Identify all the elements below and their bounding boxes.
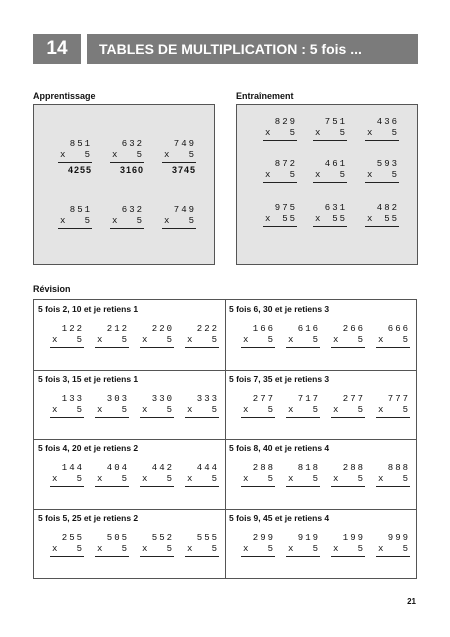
times-sign: x <box>142 404 148 415</box>
multiplication-operation <box>365 159 399 183</box>
multiplicand: 632 <box>121 205 144 215</box>
multiplicand: 777 <box>387 393 410 404</box>
product-answer: 4255 <box>67 165 92 175</box>
multiplier: 5 <box>312 404 320 415</box>
multiplicand: 751 <box>324 117 347 127</box>
multiplier: 5 <box>267 543 275 554</box>
multiplication-operation <box>50 324 84 348</box>
multiplication-operation <box>140 324 174 348</box>
times-sign: x <box>265 128 271 138</box>
multiplier-row <box>331 405 365 418</box>
multiplier: 5 <box>267 335 275 345</box>
multiplicand: 851 <box>69 139 92 149</box>
multiplier-row <box>140 474 174 487</box>
multiplier-row <box>286 335 320 348</box>
times-sign: x <box>333 474 339 484</box>
multiplier: 5 <box>166 335 174 345</box>
multiplier: 5 <box>339 128 347 138</box>
multiplier: 5 <box>121 335 129 345</box>
multiplicand: 749 <box>173 205 196 215</box>
multiplication-operation <box>331 324 365 348</box>
times-sign: x <box>333 543 339 554</box>
multiplication-operation <box>365 203 399 227</box>
multiplier: 5 <box>339 170 347 180</box>
product-answer: 3745 <box>171 165 196 175</box>
revision-cell-title: 5 fois 8, 40 et je retiens 4 <box>229 443 330 453</box>
multiplication-operation <box>162 139 196 176</box>
times-sign: x <box>367 128 373 138</box>
multiplier-row <box>58 216 92 229</box>
multiplication-operation <box>376 324 410 348</box>
times-sign: x <box>112 150 118 160</box>
multiplication-operation <box>140 394 174 418</box>
revision-cell-title: 5 fois 5, 25 et je retiens 2 <box>38 512 139 523</box>
multiplier: 5 <box>121 474 129 484</box>
multiplier: 5 <box>312 474 320 484</box>
multiplicand: 444 <box>196 463 219 473</box>
multiplier: 55 <box>332 214 347 224</box>
multiplication-operation <box>185 533 219 557</box>
multiplication-operation <box>331 533 365 557</box>
multiplication-operation <box>286 324 320 348</box>
times-sign: x <box>187 474 193 484</box>
multiplier: 5 <box>166 474 174 484</box>
multiplicand: 122 <box>61 324 84 334</box>
times-sign: x <box>333 404 339 415</box>
page-number: 21 <box>407 597 416 606</box>
multiplier: 5 <box>391 128 399 138</box>
revision-cell-title: 5 fois 6, 30 et je retiens 3 <box>229 304 330 314</box>
multiplication-operation <box>50 533 84 557</box>
times-sign: x <box>97 335 103 345</box>
multiplicand: 717 <box>297 393 320 404</box>
multiplier-row <box>95 544 129 557</box>
multiplier: 5 <box>121 404 129 415</box>
multiplier: 5 <box>166 404 174 415</box>
multiplicand: 277 <box>252 393 275 404</box>
multiplier-row <box>286 544 320 557</box>
multiplier: 5 <box>211 404 219 415</box>
times-sign: x <box>187 543 193 554</box>
product-answer: 3160 <box>119 165 144 175</box>
multiplicand: 288 <box>342 463 365 473</box>
multiplication-operation <box>140 463 174 487</box>
multiplier: 5 <box>76 543 84 554</box>
multiplicand: 552 <box>151 532 174 543</box>
multiplicand: 616 <box>297 324 320 334</box>
multiplication-operation <box>376 533 410 557</box>
times-sign: x <box>164 150 170 160</box>
multiplier: 5 <box>188 150 196 160</box>
multiplier: 5 <box>402 335 410 345</box>
times-sign: x <box>243 543 249 554</box>
multiplicand: 212 <box>106 324 129 334</box>
multiplier-row <box>185 474 219 487</box>
multiplicand: 829 <box>274 117 297 127</box>
times-sign: x <box>315 214 321 224</box>
multiplier: 5 <box>312 335 320 345</box>
apprentissage-panel <box>33 104 215 265</box>
multiplier-row <box>185 405 219 418</box>
multiplicand: 482 <box>376 203 399 213</box>
times-sign: x <box>142 335 148 345</box>
times-sign: x <box>60 150 66 160</box>
multiplier-row <box>365 170 399 183</box>
times-sign: x <box>288 404 294 415</box>
revision-cell <box>225 509 416 579</box>
multiplier-row <box>110 150 144 163</box>
times-sign: x <box>378 543 384 554</box>
multiplication-operation <box>110 205 144 229</box>
times-sign: x <box>367 214 373 224</box>
multiplication-operation <box>313 159 347 183</box>
times-sign: x <box>378 335 384 345</box>
multiplier: 5 <box>312 543 320 554</box>
multiplier-row <box>185 544 219 557</box>
revision-cell <box>34 370 225 440</box>
multiplier: 55 <box>384 214 399 224</box>
revision-cell-title: 5 fois 3, 15 et je retiens 1 <box>38 373 139 384</box>
revision-cell-title: 5 fois 2, 10 et je retiens 1 <box>38 304 139 314</box>
multiplicand: 333 <box>196 393 219 404</box>
multiplier: 5 <box>289 170 297 180</box>
times-sign: x <box>187 335 193 345</box>
multiplication-operation <box>331 463 365 487</box>
page-title: TABLES DE MULTIPLICATION : 5 fois ... <box>87 34 418 64</box>
multiplier-row <box>185 335 219 348</box>
multiplier-row <box>286 474 320 487</box>
multiplicand: 631 <box>324 203 347 213</box>
times-sign: x <box>142 474 148 484</box>
multiplier-row <box>241 335 275 348</box>
times-sign: x <box>52 543 58 554</box>
multiplicand: 199 <box>342 532 365 543</box>
times-sign: x <box>315 170 321 180</box>
multiplier: 5 <box>188 216 196 226</box>
multiplicand: 818 <box>297 463 320 473</box>
multiplication-operation <box>365 117 399 141</box>
multiplier: 5 <box>121 543 129 554</box>
multiplicand: 299 <box>252 532 275 543</box>
multiplication-operation <box>331 394 365 418</box>
multiplier-row <box>241 405 275 418</box>
multiplicand: 888 <box>387 463 410 473</box>
times-sign: x <box>187 404 193 415</box>
multiplication-operation <box>286 394 320 418</box>
multiplier: 5 <box>84 216 92 226</box>
multiplier-row <box>140 335 174 348</box>
multiplication-operation <box>58 205 92 229</box>
multiplication-operation <box>140 533 174 557</box>
times-sign: x <box>112 216 118 226</box>
multiplier-row <box>331 474 365 487</box>
multiplicand: 303 <box>106 393 129 404</box>
multiplier-row <box>331 335 365 348</box>
multiplicand: 277 <box>342 393 365 404</box>
multiplicand: 288 <box>252 463 275 473</box>
multiplier-row <box>140 405 174 418</box>
multiplication-operation <box>50 463 84 487</box>
multiplication-operation <box>241 533 275 557</box>
multiplier: 5 <box>76 335 84 345</box>
revision-cell <box>34 509 225 579</box>
multiplier-row <box>50 474 84 487</box>
revision-cell <box>225 370 416 440</box>
multiplier: 5 <box>402 543 410 554</box>
multiplier-row <box>110 216 144 229</box>
multiplication-operation <box>110 139 144 176</box>
entrainement-panel <box>236 104 418 265</box>
times-sign: x <box>52 335 58 345</box>
times-sign: x <box>243 335 249 345</box>
multiplier-row <box>50 544 84 557</box>
multiplication-operation <box>263 203 297 227</box>
multiplicand: 330 <box>151 393 174 404</box>
multiplicand: 555 <box>196 532 219 543</box>
multiplier-row <box>50 405 84 418</box>
multiplicand: 144 <box>61 463 84 473</box>
times-sign: x <box>265 214 271 224</box>
multiplicand: 404 <box>106 463 129 473</box>
revision-cell-title: 5 fois 7, 35 et je retiens 3 <box>229 373 330 384</box>
grid-divider <box>34 439 416 440</box>
multiplier-row <box>365 128 399 141</box>
revision-cell <box>225 300 416 370</box>
multiplication-operation <box>162 205 196 229</box>
revision-grid <box>33 299 417 579</box>
multiplication-operation <box>263 159 297 183</box>
multiplicand: 749 <box>173 139 196 149</box>
multiplier-row <box>241 544 275 557</box>
times-sign: x <box>333 335 339 345</box>
multiplier-row <box>95 405 129 418</box>
multiplier-row <box>95 335 129 348</box>
times-sign: x <box>243 474 249 484</box>
multiplier-row <box>286 405 320 418</box>
revision-cell-title: 5 fois 9, 45 et je retiens 4 <box>229 512 330 523</box>
multiplication-operation <box>185 394 219 418</box>
multiplier-row <box>162 216 196 229</box>
multiplication-operation <box>376 463 410 487</box>
multiplier: 55 <box>282 214 297 224</box>
multiplier-row <box>313 214 347 227</box>
times-sign: x <box>265 170 271 180</box>
multiplier: 5 <box>402 474 410 484</box>
multiplier-row <box>376 544 410 557</box>
multiplier: 5 <box>267 404 275 415</box>
multiplier-row <box>376 474 410 487</box>
multiplier-row <box>162 150 196 163</box>
times-sign: x <box>378 404 384 415</box>
multiplication-operation <box>185 324 219 348</box>
multiplier: 5 <box>289 128 297 138</box>
multiplication-operation <box>313 203 347 227</box>
revision-cell-title: 5 fois 4, 20 et je retiens 2 <box>38 443 139 453</box>
times-sign: x <box>378 474 384 484</box>
multiplicand: 461 <box>324 159 347 169</box>
multiplicand: 919 <box>297 532 320 543</box>
times-sign: x <box>52 404 58 415</box>
multiplication-operation <box>241 324 275 348</box>
section-label-revision: Révision <box>33 284 71 294</box>
multiplier: 5 <box>357 404 365 415</box>
multiplier-row <box>263 170 297 183</box>
multiplicand: 632 <box>121 139 144 149</box>
multiplication-operation <box>95 394 129 418</box>
multiplicand: 851 <box>69 205 92 215</box>
multiplier-row <box>140 544 174 557</box>
multiplicand: 505 <box>106 532 129 543</box>
times-sign: x <box>367 170 373 180</box>
times-sign: x <box>243 404 249 415</box>
multiplier: 5 <box>84 150 92 160</box>
multiplication-operation <box>313 117 347 141</box>
section-label-entrainement: Entraînement <box>236 91 294 101</box>
times-sign: x <box>97 404 103 415</box>
multiplier-row <box>331 544 365 557</box>
times-sign: x <box>315 128 321 138</box>
multiplication-operation <box>286 533 320 557</box>
multiplier: 5 <box>211 543 219 554</box>
revision-cell <box>34 439 225 509</box>
multiplier: 5 <box>76 474 84 484</box>
multiplication-operation <box>95 463 129 487</box>
grid-divider <box>34 370 416 371</box>
multiplicand: 255 <box>61 532 84 543</box>
multiplicand: 222 <box>196 324 219 334</box>
multiplicand: 133 <box>61 393 84 404</box>
multiplicand: 436 <box>376 117 399 127</box>
times-sign: x <box>288 474 294 484</box>
multiplier: 5 <box>357 543 365 554</box>
revision-cell <box>34 300 225 370</box>
multiplication-operation <box>376 394 410 418</box>
times-sign: x <box>60 216 66 226</box>
multiplicand: 220 <box>151 324 174 334</box>
multiplier: 5 <box>357 335 365 345</box>
multiplicand: 999 <box>387 532 410 543</box>
multiplier: 5 <box>267 474 275 484</box>
multiplicand: 166 <box>252 324 275 334</box>
multiplier-row <box>50 335 84 348</box>
multiplier: 5 <box>357 474 365 484</box>
multiplier: 5 <box>76 404 84 415</box>
revision-cell <box>225 439 416 509</box>
multiplier-row <box>241 474 275 487</box>
multiplicand: 975 <box>274 203 297 213</box>
multiplication-operation <box>241 463 275 487</box>
times-sign: x <box>164 216 170 226</box>
multiplicand: 872 <box>274 159 297 169</box>
multiplication-operation <box>58 139 92 176</box>
multiplier-row <box>376 335 410 348</box>
multiplier-row <box>263 128 297 141</box>
grid-divider <box>34 509 416 510</box>
multiplier: 5 <box>136 216 144 226</box>
times-sign: x <box>288 335 294 345</box>
multiplicand: 442 <box>151 463 174 473</box>
multiplication-operation <box>241 394 275 418</box>
lesson-number: 14 <box>33 34 81 64</box>
section-label-apprentissage: Apprentissage <box>33 91 96 101</box>
multiplicand: 666 <box>387 324 410 334</box>
multiplication-operation <box>95 533 129 557</box>
multiplication-operation <box>286 463 320 487</box>
multiplicand: 266 <box>342 324 365 334</box>
multiplier-row <box>95 474 129 487</box>
times-sign: x <box>52 474 58 484</box>
multiplier-row <box>313 170 347 183</box>
multiplier-row <box>376 405 410 418</box>
multiplier-row <box>365 214 399 227</box>
multiplier: 5 <box>136 150 144 160</box>
multiplication-operation <box>185 463 219 487</box>
times-sign: x <box>97 543 103 554</box>
multiplication-operation <box>263 117 297 141</box>
multiplier-row <box>58 150 92 163</box>
multiplier: 5 <box>211 474 219 484</box>
times-sign: x <box>97 474 103 484</box>
multiplier-row <box>313 128 347 141</box>
multiplier: 5 <box>402 404 410 415</box>
times-sign: x <box>288 543 294 554</box>
multiplier-row <box>263 214 297 227</box>
multiplier: 5 <box>211 335 219 345</box>
multiplication-operation <box>95 324 129 348</box>
times-sign: x <box>142 543 148 554</box>
multiplier: 5 <box>391 170 399 180</box>
multiplier: 5 <box>166 543 174 554</box>
multiplicand: 593 <box>376 159 399 169</box>
multiplication-operation <box>50 394 84 418</box>
